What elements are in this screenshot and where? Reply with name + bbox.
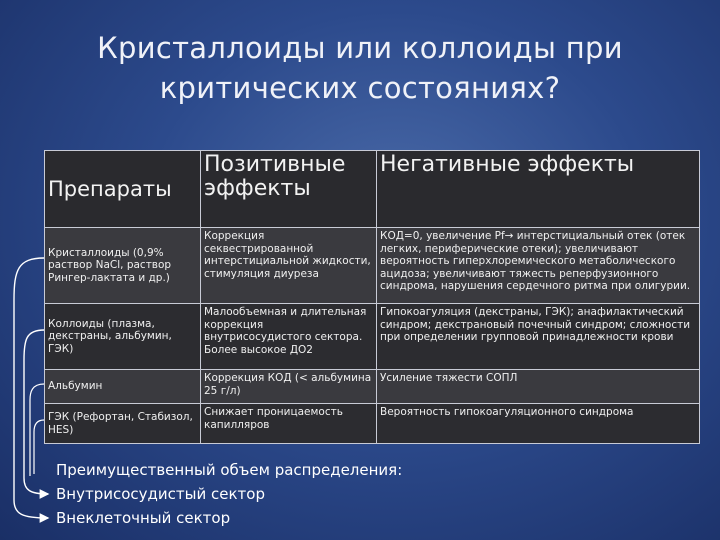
bracket-arrow-outer [14, 258, 48, 518]
cell-positive: Малообъемная и длительная коррекция внутрисосудистого сектора. Более высокое ДО2 [201, 304, 377, 370]
header-drugs: Препараты [45, 151, 201, 228]
cell-positive: Коррекция КОД (< альбумина 25 г/л) [201, 370, 377, 404]
cell-negative: Вероятность гипокоагуляционного синдрома [377, 404, 700, 444]
bracket-arrow-hes [34, 420, 44, 474]
cell-drug: Коллоиды (плазма, декстраны, альбумин, ГЭК) [45, 304, 201, 370]
distribution-extracellular: Внеклеточный сектор [56, 509, 231, 527]
header-positive: Позитивные эффекты [201, 151, 377, 228]
cell-negative: КОД=0, увеличение Pf→ интерстициальный отек (отек легких, периферические отеки); увеличивают вероятность гиперхлоремического метаболического ацидоза; увеличивают тяжесть реперфузионного синдрома, нарушения сердечного ритма при олигурии. [377, 228, 700, 304]
cell-drug: ГЭК (Рефортан, Стабизол, HES) [45, 404, 201, 444]
cell-drug: Альбумин [45, 370, 201, 404]
cell-positive: Снижает проницаемость капилляров [201, 404, 377, 444]
bracket-arrow-albumin [30, 384, 44, 476]
slide-title-line-1: Кристаллоиды или коллоиды при [97, 31, 623, 65]
distribution-heading: Преимущественный объем распределения: [56, 461, 403, 479]
header-negative: Негативные эффекты [377, 151, 700, 228]
bracket-arrow-inner [24, 330, 48, 494]
distribution-notes [56, 458, 402, 530]
cell-positive: Коррекция секвестрированной интерстициальной жидкости, стимуляция диуреза [201, 228, 377, 304]
cell-negative: Усиление тяжести СОПЛ [377, 370, 700, 404]
slide-title-line-2: критических состояниях? [159, 71, 561, 105]
cell-negative: Гипокоагуляция (декстраны, ГЭК); анафилактический синдром; декстрановый почечный синдром; сложности при определении групповой принадлежности крови [377, 304, 700, 370]
cell-drug: Кристаллоиды (0,9% раствор NaCl, раствор Рингер-лактата и др.) [45, 228, 201, 304]
distribution-intravascular: Внутрисосудистый сектор [56, 485, 265, 503]
